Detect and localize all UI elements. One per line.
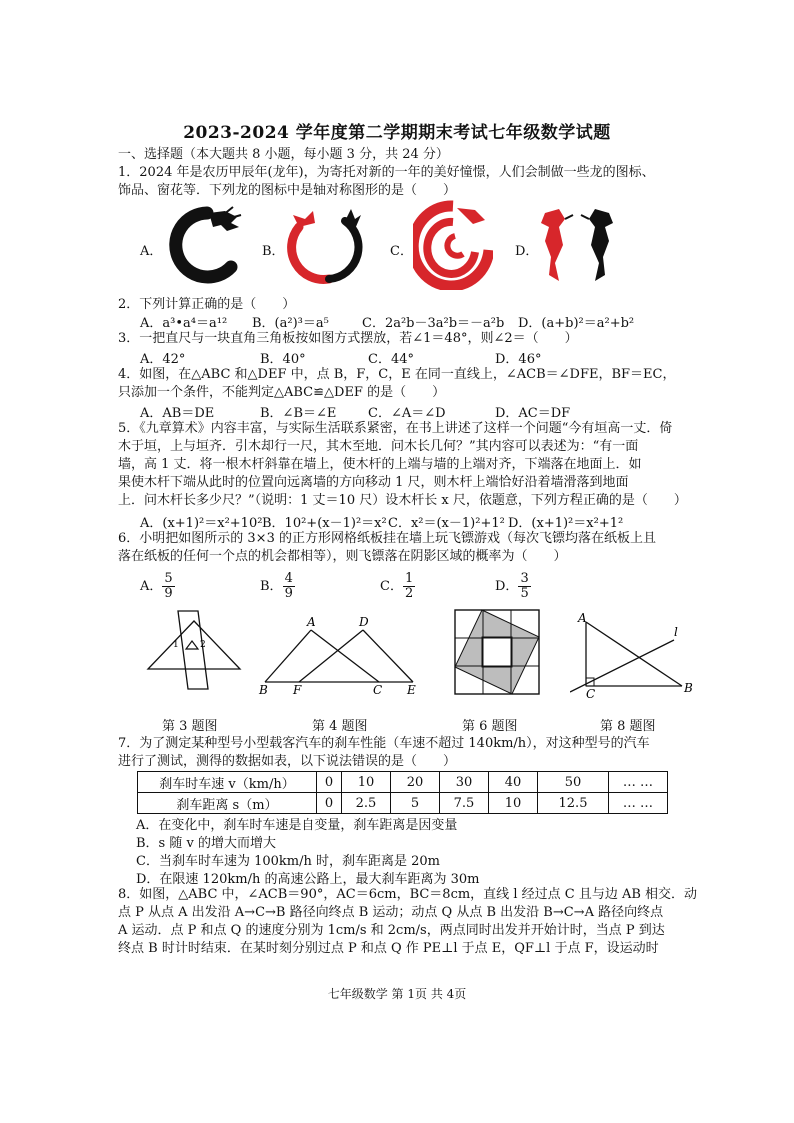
q7-option-b: B．s 随 v 的增大而增大	[136, 836, 276, 851]
table-cell: 0	[317, 772, 342, 793]
q8-line4: 终点 B 时计时结束．在某时刻分别过点 P 和点 Q 作 PE⊥l 于点 E，QF⊥l 于点 F，设运动时	[118, 941, 659, 956]
q6-option-c-fraction	[403, 572, 415, 601]
table-row	[138, 793, 668, 814]
page-title: 2023-2024 学年度第二学期期末考试七年级数学试题	[183, 123, 611, 143]
q5-line5: 上．问木杆长多少尺？”（说明：1 丈＝10 尺）设木杆长 x 尺，依题意，下列方程正确的是（ ）	[118, 493, 687, 508]
q1-label-c: C．	[390, 244, 413, 259]
q6-option-b-letter: B．	[260, 579, 283, 594]
table-cell: 2.5	[342, 793, 391, 814]
table-header-distance: 刹车距离 s（m）	[138, 793, 317, 814]
q5-line4: 果使木杆下端从此时的位置向远离墙的方向移动 1 尺，则木杆上端恰好沿着墙滑落到地面	[118, 475, 629, 490]
q6-option-a-letter: A．	[140, 579, 163, 594]
table-cell: 50	[538, 772, 609, 793]
figure-4-label-f: F	[293, 683, 302, 696]
figure-4-label-d: D	[359, 615, 369, 629]
q3-option-b: B．40°	[260, 352, 306, 367]
dragon-logo-b	[285, 205, 365, 285]
q6-option-b-denominator: 9	[284, 586, 293, 601]
q2-option-a: A．a³•a⁴＝a¹²	[140, 316, 228, 331]
q7-option-c: C．当刹车时车速为 100km/h 时，刹车距离是 20m	[136, 854, 440, 869]
table-cell: 7.5	[440, 793, 489, 814]
page-footer: 七年级数学 第 1页 共 4页	[327, 987, 467, 1001]
figure-4-label-a: A	[307, 615, 316, 629]
q6-option-a-numerator: 5	[164, 571, 173, 586]
q1-line2: 饰品、窗花等．下列龙的图标中是轴对称图形的是（ ）	[118, 183, 457, 198]
table-header-speed: 刹车时车速 v（km/h）	[138, 772, 317, 793]
q3-stem: 3．一把直尺与一块直角三角板按如图方式摆放，若∠1＝48°，则∠2＝（ ）	[118, 331, 578, 346]
caption-figure-6: 第 6 题图	[462, 719, 518, 734]
table-cell: … …	[609, 793, 668, 814]
q6-option-b	[260, 572, 295, 601]
q2-option-c: C．2a²b－3a²b＝－a²b	[362, 316, 505, 331]
q6-line1: 6．小明把如图所示的 3×3 的正方形网格纸板挂在墙上玩飞镖游戏（每次飞镖均落在纸板上且	[118, 531, 656, 546]
table-cell: 20	[391, 772, 440, 793]
q8-line2: 点 P 从点 A 出发沿 A→C→B 路径向终点 B 运动；动点 Q 从点 B 出发沿 B→C→A 路径向终点	[118, 905, 664, 920]
table-cell: 40	[489, 772, 538, 793]
table-row	[138, 772, 668, 793]
section-heading: 一、选择题（本大题共 8 小题，每小题 3 分，共 24 分）	[118, 147, 449, 162]
q1-line1: 1．2024 年是农历甲辰年(龙年)，为寄托对新的一年的美好憧憬，人们会制做一些龙的图标、	[118, 165, 655, 180]
table-cell: 12.5	[538, 793, 609, 814]
q3-option-a: A．42°	[140, 352, 186, 367]
q5-option-a: A．(x+1)²＝x²+10²	[140, 516, 263, 531]
q3-option-c: C．44°	[368, 352, 414, 367]
q6-option-a-fraction	[162, 572, 174, 601]
q6-option-d-letter: D．	[495, 579, 519, 594]
q1-label-b: B．	[262, 244, 285, 259]
figure-4-label-e: E	[407, 683, 416, 696]
q4-option-c: C．∠A＝∠D	[368, 406, 446, 421]
q6-option-d	[495, 572, 531, 601]
q7-option-a: A．在变化中，刹车时车速是自变量，刹车距离是因变量	[136, 818, 458, 833]
q8-line3: A 运动．点 P 和点 Q 的速度分别为 1cm/s 和 2cm/s，两点同时出发并开始计时，当点 P 到达	[118, 923, 665, 938]
q3-option-d: D．46°	[495, 352, 542, 367]
caption-figure-3: 第 3 题图	[162, 719, 218, 734]
q6-option-c-numerator: 1	[404, 571, 414, 586]
table-cell: … …	[609, 772, 668, 793]
q6-option-d-fraction	[518, 572, 530, 601]
figure-8-label-l: l	[674, 625, 678, 639]
q6-line2: 落在纸板的任何一个点的机会都相等），则飞镖落在阴影区域的概率为（ ）	[118, 549, 567, 564]
figure-8-label-c: C	[586, 687, 596, 700]
q5-line1: 5．《九章算术》内容丰富，与实际生活联系紧密，在书上讲述了这样一个问题“今有垣高一丈．倚	[118, 421, 673, 436]
caption-figure-4: 第 4 题图	[312, 719, 368, 734]
q5-option-b: B．10²+(x－1)²＝x²	[262, 516, 387, 531]
q6-option-b-fraction	[283, 572, 295, 601]
figure-8-right-triangle	[570, 610, 700, 700]
q6-option-b-numerator: 4	[284, 571, 293, 586]
q1-label-d: D．	[515, 244, 539, 259]
figure-6-grid	[452, 607, 542, 697]
figure-8-label-a: A	[578, 611, 587, 625]
figure-3-ruler-triangle	[140, 605, 250, 695]
q6-option-d-numerator: 3	[520, 571, 529, 586]
figure-4-label-b: B	[259, 683, 268, 696]
table-cell: 10	[342, 772, 391, 793]
q4-option-b: B．∠B＝∠E	[260, 406, 337, 421]
q4-line1: 4．如图，在△ABC 和△DEF 中，点 B，F，C，E 在同一直线上，∠ACB＝∠DFE，BF＝EC，	[118, 367, 676, 382]
table-cell: 30	[440, 772, 489, 793]
figure-8-label-b: B	[684, 681, 693, 695]
q2-stem: 2．下列计算正确的是（ ）	[118, 297, 296, 312]
figure-4-label-c: C	[373, 683, 383, 696]
q1-label-a: A．	[140, 244, 163, 259]
q7-option-d: D．在限速 120km/h 的高速公路上，最大刹车距离为 30m	[136, 872, 480, 887]
q4-option-a: A．AB＝DE	[140, 406, 215, 421]
q2-option-b: B．(a²)³＝a⁵	[252, 316, 329, 331]
q4-line2: 只添加一个条件，不能判定△ABC≌△DEF 的是（ ）	[118, 385, 446, 400]
table-cell: 0	[317, 793, 342, 814]
dragon-logo-d	[535, 205, 620, 285]
q6-option-a-denominator: 9	[164, 586, 173, 601]
caption-figure-8: 第 8 题图	[600, 719, 656, 734]
q2-option-d: D．(a+b)²＝a²+b²	[518, 316, 635, 331]
q5-option-c: C．x²＝(x－1)²+1²	[388, 516, 505, 531]
dragon-logo-c	[413, 200, 493, 290]
q6-option-c-letter: C．	[380, 579, 403, 594]
figure-3-angle-2-label: 2	[200, 640, 206, 650]
dragon-logo-a	[165, 205, 245, 285]
q7-line2: 进行了测试，测得的数据如表，以下说法错误的是（ ）	[118, 754, 457, 769]
q7-line1: 7．为了测定某种型号小型载客汽车的刹车性能（车速不超过 140km/h），对这种型号的汽车	[118, 736, 650, 751]
table-cell: 10	[489, 793, 538, 814]
q5-option-d: D．(x+1)²＝x²+1²	[508, 516, 624, 531]
q6-option-c	[380, 572, 415, 601]
q6-option-c-denominator: 2	[404, 586, 414, 601]
q6-option-d-denominator: 5	[520, 586, 529, 601]
q6-option-a	[140, 572, 175, 601]
q4-option-d: D．AC＝DF	[495, 406, 571, 421]
q8-line1: 8．如图，△ABC 中，∠ACB＝90°，AC＝6cm，BC＝8cm，直线 l 经过点 C 且与边 AB 相交．动	[118, 887, 698, 902]
table-cell: 5	[391, 793, 440, 814]
figure-4-triangles	[255, 612, 425, 696]
q5-line3: 墙，高 1 丈．将一根木杆斜靠在墙上，使木杆的上端与墙的上端对齐，下端落在地面上．如	[118, 457, 642, 472]
figure-3-angle-1-label: 1	[173, 640, 179, 650]
q5-line2: 木于垣，上与垣齐．引木却行一尺，其木至地．问木长几何？”其内容可以表述为：“有一面	[118, 439, 639, 454]
q7-data-table	[137, 771, 668, 814]
